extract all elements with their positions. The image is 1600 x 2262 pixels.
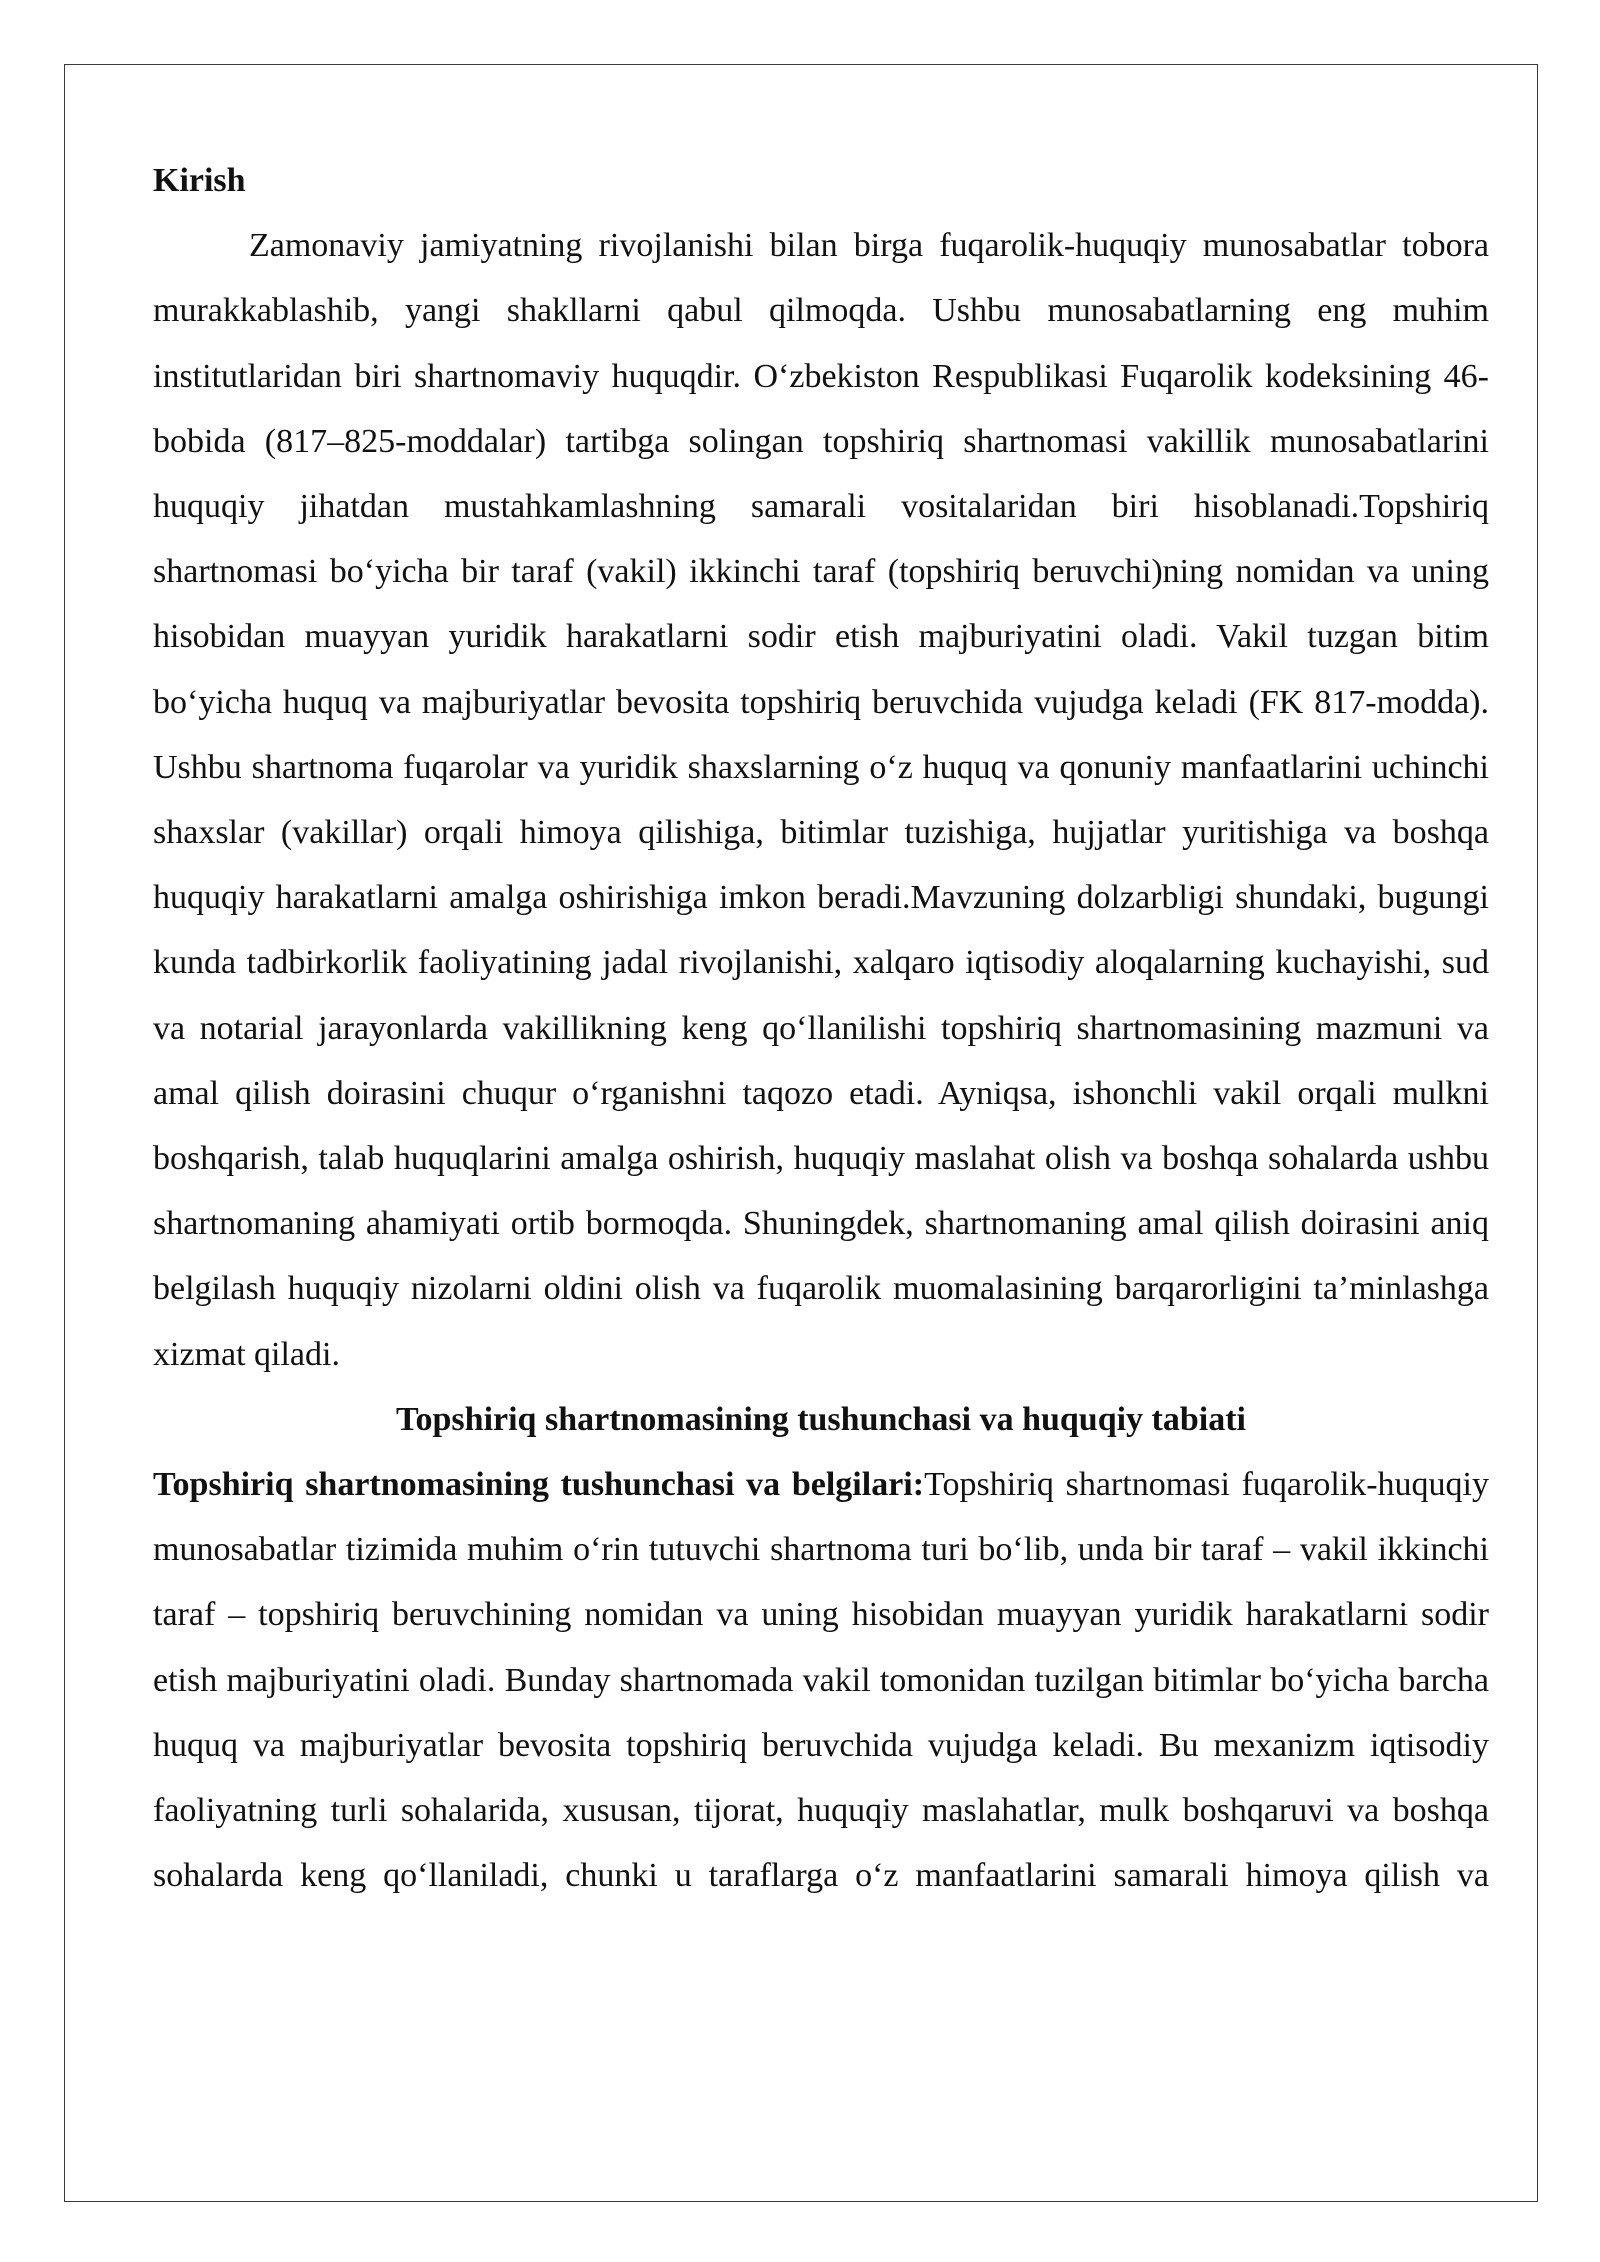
section-title: Topshiriq shartnomasining tushunchasi va huquqiy tabiati xyxy=(395,1400,1247,1438)
intro-heading: Kirish xyxy=(153,162,246,199)
intro-paragraph: Zamonaviy jamiyatning rivojlanishi bilan birga fuqarolik-huquqiy munosabatlar tobora murakkablashib, yangi shakllarni qabul qilmoqda. Ushbu munosabatlarning eng muhim institutlaridan biri shartnomaviy huquqdir. O‘zbekiston Respublikasi Fuqarolik kodeksining 46-bobida (817–825-moddalar) tartibga solingan topshiriq shartnomasi vakillik munosabatlarini huquqiy jihatdan mustahkamlashning samarali vositalaridan biri hisoblanadi.Topshiriq shartnomasi bo‘yicha bir taraf (vakil) ikkinchi taraf (topshiriq beruvchi)ning nomidan va uning hisobidan muayyan yuridik harakatlarni sodir etish majburiyatini oladi. Vakil tuzgan bitim bo‘yicha huquq va majburiyatlar bevosita topshiriq beruvchida vujudga keladi (FK 817-modda). Ushbu shartnoma fuqarolar va yuridik shaxslarning o‘z huquq va qonuniy manfaatlarini uchinchi shaxslar (vakillar) orqali himoya qilishiga, bitimlar tuzishiga, hujjatlar yuritishiga va boshqa huquqiy harakatlarni amalga oshirishiga imkon beradi.Mavzuning dolzarbligi shundaki, bugungi kunda tadbirkorlik faoliyatining jadal rivojlanishi, xalqaro iqtisodiy aloqalarning kuchayishi, sud va notarial jarayonlarda vakillikning keng qo‘llanilishi topshiriq shartnomasining mazmuni va amal qilish doirasini chuqur o‘rganishni taqozo etadi. Ayniqsa, ishonchli vakil orqali mulkni boshqarish, talab huquqlarini amalga oshirish, huquqiy maslahat olish va boshqa sohalarda ushbu shartnomaning ahamiyati ortib bormoqda. Shuningdek, shartnomaning amal qilish doirasini aniq belgilash huquqiy nizolarni oldini olish va fuqarolik muomalasining barqarorligini ta’minlashga xizmat qiladi. xyxy=(153,227,1489,1373)
section-paragraph-text: Topshiriq shartnomasi fuqarolik-huquqiy munosabatlar tizimida muhim o‘rin tutuvchi shartnoma turi bo‘lib, unda bir taraf – vakil ikkinchi taraf – topshiriq beruvchining nomidan va uning hisobidan muayyan yuridik harakatlarni sodir etish majburiyatini oladi. Bunday shartnomada vakil tomonidan tuzilgan bitimlar bo‘yicha barcha huquq va majburiyatlar bevosita topshiriq beruvchida vujudga keladi. Bu mexanizm iqtisodiy faoliyatning turli sohalarida, xususan, tijorat, huquqiy maslahatlar, mulk boshqaruvi va boshqa sohalarda keng qo‘llaniladi, chunki u taraflarga o‘z manfaatlarini samarali himoya qilish va xyxy=(153,1466,1490,1895)
section-subheading: Topshiriq shartnomasining tushunchasi va belgilari: xyxy=(153,1466,925,1504)
document-body xyxy=(153,148,1489,1908)
section-paragraph xyxy=(153,1452,1489,1908)
